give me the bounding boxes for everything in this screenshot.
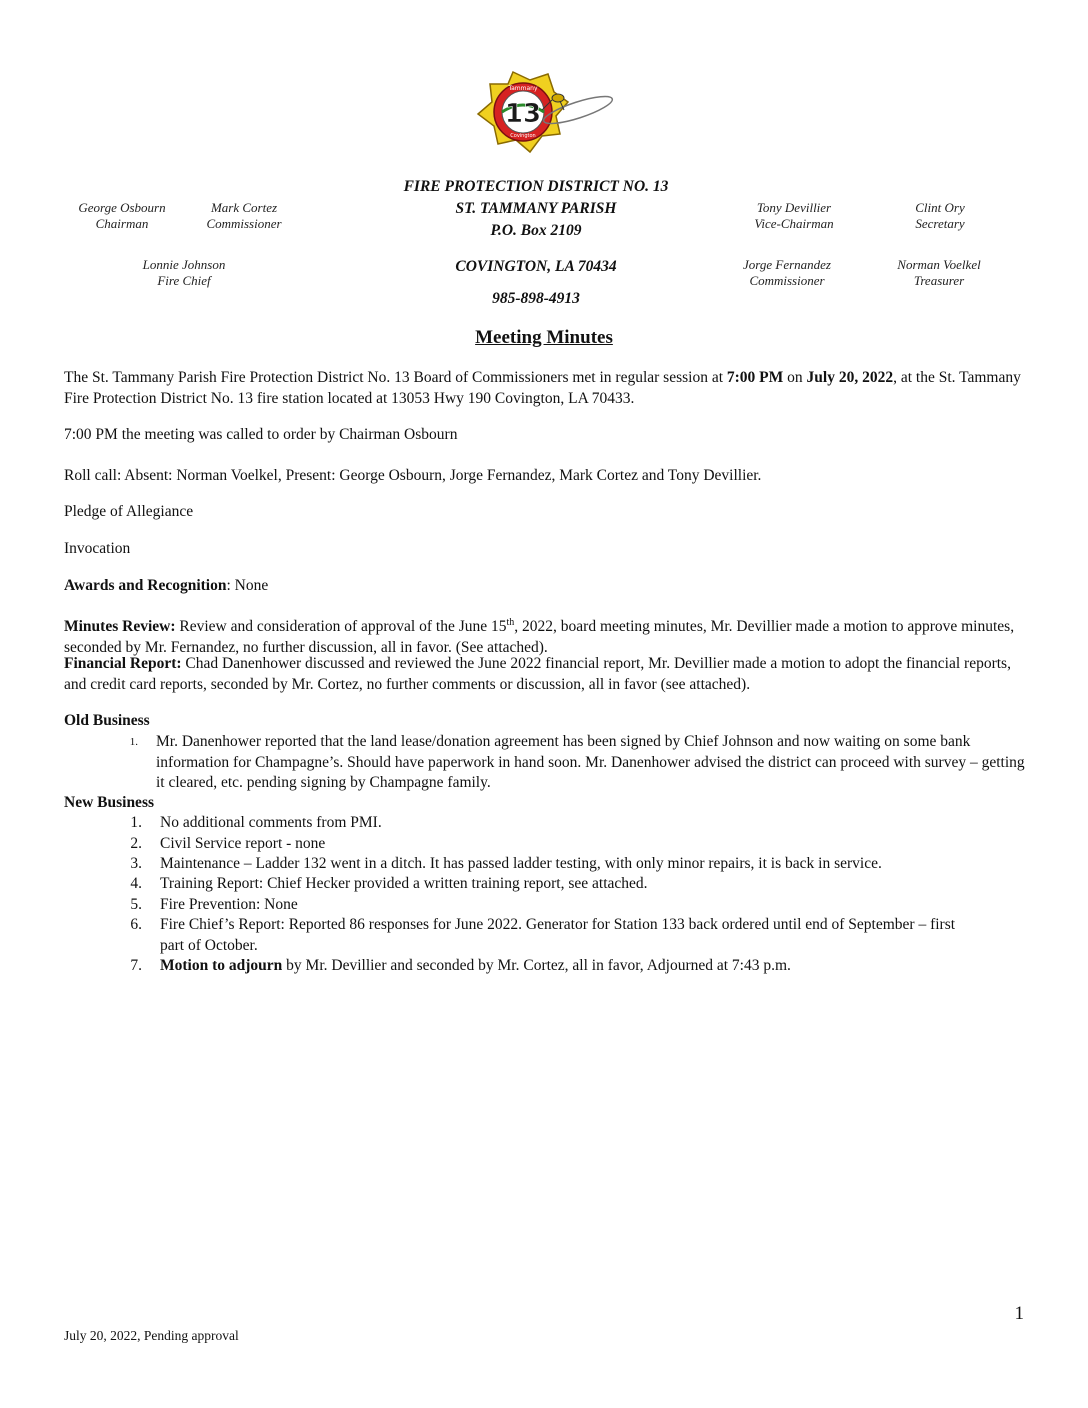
item-text: Fire Prevention: None [160,896,298,913]
new-business-heading-text: New Business [64,794,155,811]
minutes-review-text-b: , 2022, board meeting minutes, Mr. Devillier made a motion to approve minutes, seconded by Mr. Fernandez, no further discussion, all in favor. (See attached). [64,618,1015,656]
officer-chairman [64,200,180,232]
financial-report [64,654,1028,695]
minutes-review-label: Minutes Review: [64,618,176,636]
old-business-heading [64,711,1028,732]
intro-paragraph [64,368,1028,409]
roll-call: Roll call: Absent: Norman Voelkel, Present: George Osbourn, Jorge Fernandez, Mark Cortez and Tony Devillier. [64,467,762,484]
district-name: FIRE PROTECTION DISTRICT NO. 13 [403,178,669,195]
adjourn-text: by Mr. Devillier and seconded by Mr. Cortez, all in favor, Adjourned at 7:43 p.m. [282,957,791,974]
officer-role: Commissioner [206,216,282,231]
adjourn-label: Motion to adjourn [160,957,283,974]
item-number: 4. [130,875,142,892]
financial-report-text: Chad Danenhower discussed and reviewed the June 2022 financial report, Mr. Devillier made a motion to adopt the financial reports, and credit card reports, seconded by Mr. Cortez, no further comments or discussion, all in favor (see attached). [64,655,1011,693]
financial-report-label: Financial Report: [64,655,182,672]
logo-bottom-text: Covington [510,133,536,139]
item-number: 3. [130,855,142,872]
item-number: 1. [130,814,142,831]
minutes-review-sup: th [506,617,515,628]
po-box: P.O. Box 2109 [490,222,582,239]
officer-role: Treasurer [913,273,965,288]
intro-text-a: The St. Tammany Parish Fire Protection District No. 13 Board of Commissioners met in regular session at [64,369,727,386]
officer-role: Vice-Chairman [754,216,834,231]
officer-name: Norman Voelkel [897,257,981,272]
item-number: 7. [130,957,142,974]
officer-name: Clint Ory [915,200,965,215]
officer-secretary [886,200,994,232]
item-number: 5. [130,896,142,913]
item-number: 6. [130,916,142,933]
minutes-review-text-a: Review and consideration of approval of the June 15 [175,618,507,636]
page-number: 1 [1014,1303,1024,1324]
officer-role: Chairman [95,216,149,231]
awards-text: : None [226,577,269,594]
item-number: 2. [130,835,142,852]
meeting-date: July 20, 2022 [806,369,894,386]
new-business-heading [64,793,1028,814]
invocation: Invocation [64,540,131,557]
item-text: Civil Service report - none [160,835,326,852]
pledge: Pledge of Allegiance [64,503,194,520]
awards-section [64,576,1028,597]
item-text: Mr. Danenhower reported that the land lease/donation agreement has been signed by Chief Johnson and now waiting on some bank information for Champagne’s. Should have paperwork in hand soon. Mr. Danenhower advised the district can proceed with survey – getting it cleared, etc. pending signing by Champagne family. [156,733,1025,791]
footer-note: July 20, 2022, Pending approval [64,1328,239,1343]
parish-name: ST. TAMMANY PARISH [455,200,617,217]
officer-treasurer [876,257,1002,289]
item-number: 1. [129,736,138,748]
officer-commissioner-cortez [190,200,298,232]
officer-name: Mark Cortez [210,200,278,215]
item-text: Maintenance – Ladder 132 went in a ditch. It has passed ladder testing, with only minor repairs, it is back in service. [160,855,882,872]
intro-text-c: , at the St. Tammany Fire Protection District No. 13 fire station located at 13053 Hwy 190 Covington, LA 70433. [64,369,1021,407]
item-text: No additional comments from PMI. [160,814,382,831]
old-business-heading-text: Old Business [64,712,150,729]
officer-name: Tony Devillier [756,200,832,215]
officer-commissioner-fernandez [722,257,852,289]
item-text: Fire Chief’s Report: Reported 86 responses for June 2022. Generator for Station 133 back ordered until end of September – first part of October. [160,916,956,954]
meeting-time: 7:00 PM [726,369,784,386]
phone-number: 985-898-4913 [492,290,580,307]
awards-label: Awards and Recognition [64,577,227,594]
officer-fire-chief [122,257,246,289]
minutes-review [64,613,1028,658]
officer-role: Commissioner [749,273,825,288]
item-text: Training Report: Chief Hecker provided a written training report, see attached. [160,875,648,892]
officer-name: George Osbourn [78,200,166,215]
item-text [160,956,1028,977]
officer-vice-chairman [736,200,852,232]
officer-role: Fire Chief [157,273,211,288]
logo-number: 13 [504,99,542,129]
intro-text-b: on [783,369,807,386]
officer-name: Lonnie Johnson [142,257,226,272]
officer-role: Secretary [915,216,965,231]
officer-name: Jorge Fernandez [743,257,831,272]
logo-ring-text: Tammany [508,85,538,92]
district-logo [468,70,618,156]
page-title: Meeting Minutes [475,327,613,348]
call-to-order: 7:00 PM the meeting was called to order by Chairman Osbourn [64,426,458,443]
city-state-zip: COVINGTON, LA 70434 [455,258,617,275]
